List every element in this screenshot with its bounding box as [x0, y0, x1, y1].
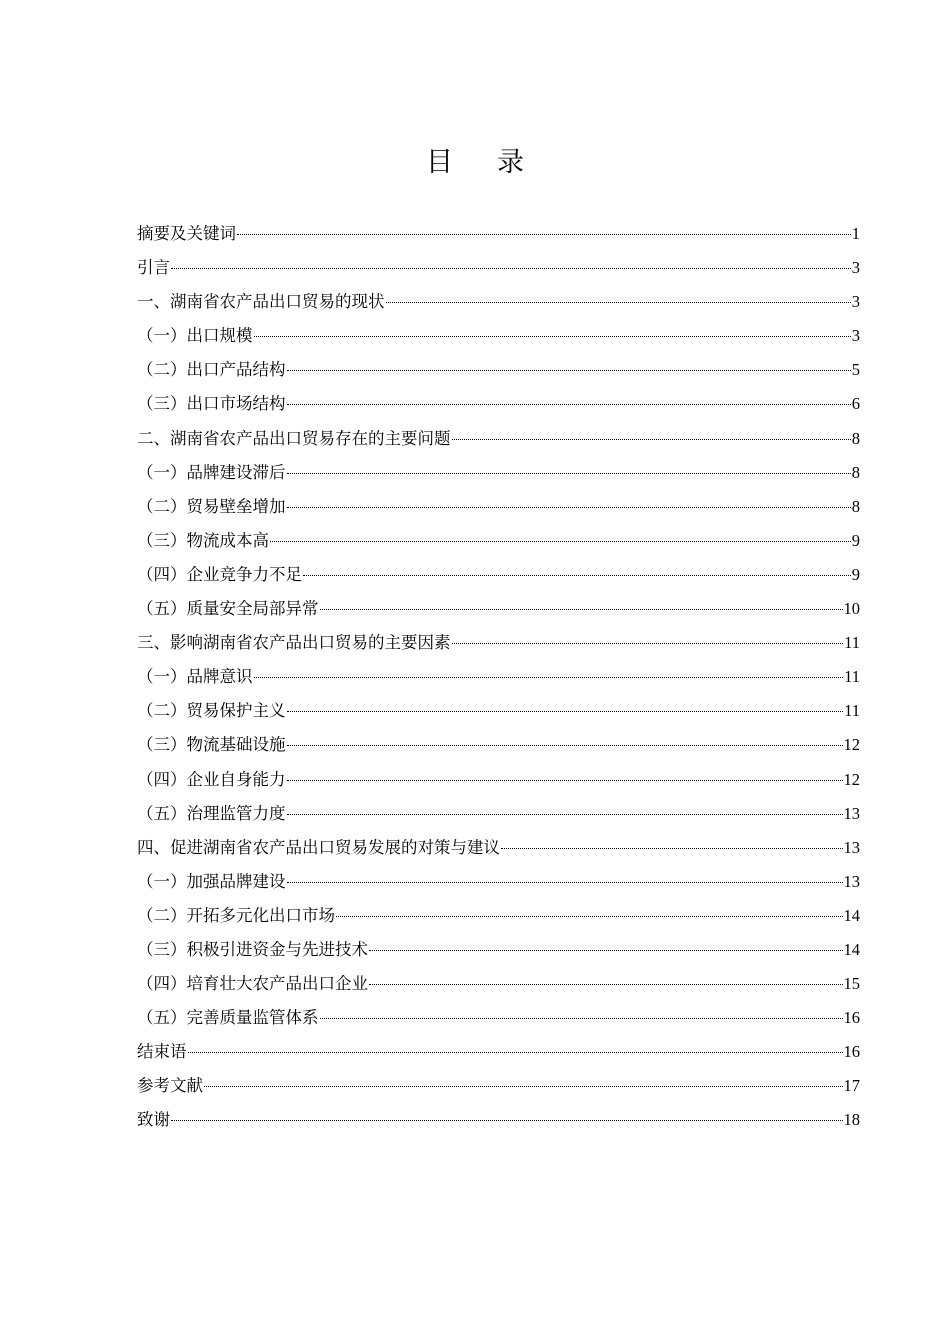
toc-entry-label: 引言	[137, 258, 170, 278]
toc-dot-leader	[369, 950, 843, 951]
toc-dot-leader	[303, 575, 851, 576]
toc-dot-leader	[287, 882, 843, 883]
toc-dot-leader	[287, 473, 851, 474]
toc-entry-label: （一）加强品牌建设	[137, 871, 286, 891]
toc-entry-label: 一、湖南省农产品出口贸易的现状	[137, 292, 385, 312]
toc-entry[interactable]	[137, 456, 860, 490]
toc-entry-page-number: 6	[851, 394, 860, 414]
toc-entry-page-number: 3	[851, 326, 860, 346]
toc-entry-page-number: 14	[843, 939, 860, 959]
toc-entry-page-number: 18	[843, 1110, 860, 1130]
toc-dot-leader	[287, 711, 844, 712]
toc-entry[interactable]	[137, 319, 860, 353]
toc-entry-page-number: 10	[843, 599, 860, 619]
toc-entry-page-number: 12	[843, 769, 860, 789]
toc-entry-page-number: 16	[843, 1042, 860, 1062]
toc-entry-label: （二）贸易壁垒增加	[137, 496, 286, 516]
toc-entry-label: 摘要及关键词	[137, 224, 236, 243]
toc-entry-label: （四）企业自身能力	[137, 769, 286, 789]
toc-entry-page-number: 8	[851, 462, 860, 482]
toc-entry-label: （一）品牌意识	[137, 667, 253, 687]
toc-entry-label: 结束语	[137, 1042, 187, 1062]
toc-entry-label: 参考文献	[137, 1076, 203, 1096]
toc-entry[interactable]	[137, 1035, 860, 1069]
toc-entry[interactable]	[137, 899, 860, 933]
toc-entry[interactable]	[137, 728, 860, 762]
toc-dot-leader	[369, 984, 843, 985]
toc-entry-page-number: 5	[851, 360, 860, 380]
toc-dot-leader	[320, 609, 843, 610]
toc-entry[interactable]	[137, 933, 860, 967]
toc-dot-leader	[501, 848, 843, 849]
toc-entry-page-number: 15	[843, 974, 860, 994]
toc-entry-label: （三）积极引进资金与先进技术	[137, 939, 368, 959]
toc-dot-leader	[287, 780, 843, 781]
toc-entry-label: （二）出口产品结构	[137, 360, 286, 380]
toc-dot-leader	[287, 404, 851, 405]
toc-dot-leader	[188, 1052, 843, 1053]
toc-entry[interactable]	[137, 660, 860, 694]
toc-entry-label: （五）完善质量监管体系	[137, 1008, 319, 1028]
toc-entry[interactable]	[137, 626, 860, 660]
toc-entry[interactable]	[137, 1103, 860, 1137]
toc-entry-label: （二）贸易保护主义	[137, 701, 286, 721]
toc-entry-label: 二、湖南省农产品出口贸易存在的主要问题	[137, 428, 451, 448]
toc-entry-page-number: 13	[843, 803, 860, 823]
toc-entry[interactable]	[137, 797, 860, 831]
toc-dot-leader	[287, 814, 843, 815]
toc-entry-label: 三、影响湖南省农产品出口贸易的主要因素	[137, 633, 451, 653]
toc-entry-label: 四、促进湖南省农产品出口贸易发展的对策与建议	[137, 837, 500, 857]
toc-entry[interactable]	[137, 558, 860, 592]
toc-dot-leader	[204, 1086, 843, 1087]
toc-entry-page-number: 17	[843, 1076, 860, 1096]
toc-entry-label: 致谢	[137, 1110, 170, 1130]
toc-entry[interactable]	[137, 694, 860, 728]
toc-dot-leader	[237, 234, 851, 235]
toc-entry[interactable]	[137, 1069, 860, 1103]
toc-entry-label: （一）出口规模	[137, 326, 253, 346]
toc-entry-page-number: 9	[851, 530, 860, 550]
toc-entry[interactable]	[137, 251, 860, 285]
toc-dot-leader	[452, 439, 851, 440]
toc-list	[137, 217, 860, 1138]
toc-dot-leader	[270, 541, 851, 542]
toc-entry[interactable]	[137, 592, 860, 626]
toc-entry-label: （一）品牌建设滞后	[137, 462, 286, 482]
toc-entry-label: （五）治理监管力度	[137, 803, 286, 823]
toc-dot-leader	[320, 1018, 843, 1019]
toc-entry-page-number: 3	[851, 292, 860, 312]
toc-entry-page-number: 13	[843, 837, 860, 857]
toc-entry[interactable]	[137, 1001, 860, 1035]
toc-entry-label: （四）培育壮大农产品出口企业	[137, 974, 368, 994]
toc-entry-page-number: 11	[844, 701, 860, 721]
toc-entry-page-number: 11	[844, 633, 860, 653]
toc-entry-label: （二）开拓多元化出口市场	[137, 905, 335, 925]
toc-dot-leader	[287, 745, 843, 746]
toc-entry[interactable]	[137, 217, 860, 251]
toc-title: 目录	[426, 147, 568, 178]
toc-entry[interactable]	[137, 422, 860, 456]
toc-entry[interactable]	[137, 865, 860, 899]
toc-entry-label: （四）企业竞争力不足	[137, 564, 302, 584]
toc-entry-page-number: 12	[843, 735, 860, 755]
toc-dot-leader	[254, 677, 844, 678]
toc-dot-leader	[386, 302, 851, 303]
toc-dot-leader	[452, 643, 844, 644]
toc-entry[interactable]	[137, 490, 860, 524]
toc-dot-leader	[336, 916, 843, 917]
toc-dot-leader	[254, 336, 851, 337]
toc-entry[interactable]	[137, 524, 860, 558]
toc-entry[interactable]	[137, 831, 860, 865]
toc-entry-page-number: 13	[843, 871, 860, 891]
toc-entry-page-number: 11	[844, 667, 860, 687]
toc-entry-page-number: 9	[851, 564, 860, 584]
toc-entry-label: （三）物流基础设施	[137, 735, 286, 755]
toc-dot-leader	[287, 370, 851, 371]
toc-entry[interactable]	[137, 353, 860, 387]
toc-entry[interactable]	[137, 967, 860, 1001]
toc-entry-page-number: 16	[843, 1008, 860, 1028]
toc-dot-leader	[171, 268, 851, 269]
toc-entry[interactable]	[137, 763, 860, 797]
toc-entry-page-number: 8	[851, 496, 860, 516]
toc-entry-page-number: 14	[843, 905, 860, 925]
toc-entry-page-number: 1	[851, 224, 860, 243]
toc-entry[interactable]	[137, 285, 860, 319]
toc-entry[interactable]	[137, 387, 860, 421]
toc-dot-leader	[171, 1120, 843, 1121]
toc-entry-label: （五）质量安全局部异常	[137, 599, 319, 619]
toc-entry-label: （三）物流成本高	[137, 530, 269, 550]
toc-dot-leader	[287, 507, 851, 508]
toc-entry-page-number: 3	[851, 258, 860, 278]
toc-entry-label: （三）出口市场结构	[137, 394, 286, 414]
toc-entry-page-number: 8	[851, 428, 860, 448]
